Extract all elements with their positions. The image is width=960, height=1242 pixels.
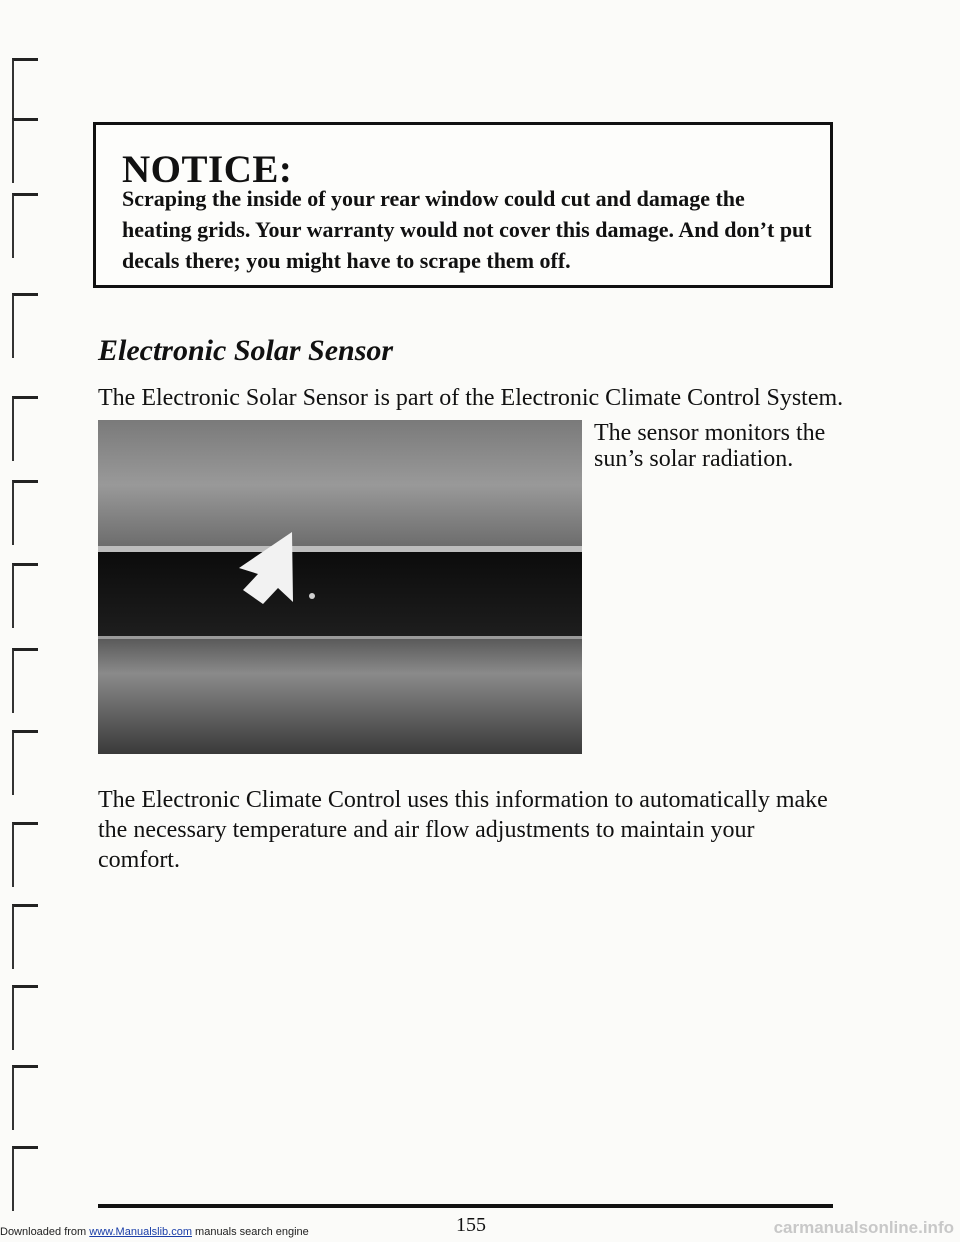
binder-mark — [12, 480, 38, 545]
dashboard-top — [98, 420, 582, 550]
binder-mark — [12, 822, 38, 887]
solar-sensor-illustration — [98, 420, 582, 754]
body-paragraph: The Electronic Climate Control uses this information to automatically make the necessary temperature and air flow adjustments to maintain your comfort. — [98, 787, 828, 873]
footer-prefix: Downloaded from — [0, 1226, 90, 1238]
binder-mark — [12, 396, 38, 461]
binder-mark — [12, 58, 38, 123]
solar-sensor-photo — [98, 420, 582, 754]
binder-mark — [12, 193, 38, 258]
photo-caption: The sensor monitors the sun’s solar radiation. — [594, 420, 826, 472]
binder-mark — [12, 563, 38, 628]
binder-mark — [12, 293, 38, 358]
dash-dark-band — [98, 552, 582, 640]
intro-paragraph: The Electronic Solar Sensor is part of the Electronic Climate Control System. — [98, 385, 844, 411]
binder-mark — [12, 1146, 38, 1211]
dash-lower — [98, 639, 582, 754]
dash-highlight — [98, 546, 582, 552]
solar-sensor-dot — [309, 593, 315, 599]
watermark: carmanualsonline.info — [773, 1218, 954, 1237]
binder-mark — [12, 1065, 38, 1130]
binder-mark — [12, 985, 38, 1050]
page-number: 155 — [456, 1214, 486, 1236]
footer-rule — [98, 1204, 833, 1208]
manualslib-link[interactable]: www.Manualslib.com — [89, 1226, 192, 1238]
section-heading: Electronic Solar Sensor — [98, 334, 394, 367]
notice-title: NOTICE: — [122, 148, 293, 191]
dash-edge — [98, 636, 582, 639]
binder-mark — [12, 648, 38, 713]
notice-text: Scraping the inside of your rear window could cut and damage the heating grids. Your warranty would not cover this damage. And don’t put decals there; you might have to scrape them off. — [122, 186, 812, 273]
binder-mark — [12, 118, 38, 183]
download-footer — [0, 1226, 309, 1238]
footer-suffix: manuals search engine — [191, 1226, 309, 1238]
binder-mark — [12, 730, 38, 795]
binder-mark — [12, 904, 38, 969]
notice-box — [93, 122, 833, 288]
